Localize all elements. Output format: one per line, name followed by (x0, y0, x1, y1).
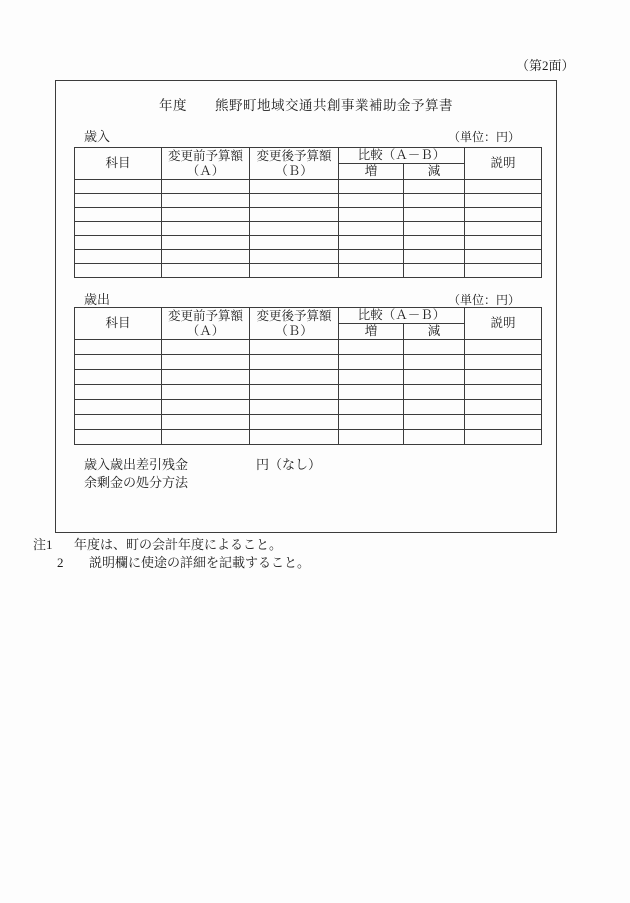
column-header-explanation: 説明 (465, 308, 542, 340)
empty-cell (404, 194, 465, 208)
empty-cell (75, 236, 162, 250)
empty-cell (404, 180, 465, 194)
empty-cell (339, 208, 404, 222)
empty-cell (162, 400, 250, 415)
empty-cell (75, 370, 162, 385)
empty-cell (75, 222, 162, 236)
empty-cell (250, 194, 339, 208)
empty-cell (404, 415, 465, 430)
empty-cell (465, 385, 542, 400)
revenue-section-label: 歳入 (84, 129, 111, 144)
expenditure-table-row (75, 370, 542, 385)
empty-cell (75, 208, 162, 222)
column-header-explanation: 説明 (465, 148, 542, 180)
empty-cell (250, 370, 339, 385)
revenue-table-row (75, 236, 542, 250)
empty-cell (250, 430, 339, 445)
revenue-table (74, 147, 542, 278)
empty-cell (250, 208, 339, 222)
empty-cell (75, 355, 162, 370)
revenue-table-row (75, 180, 542, 194)
empty-cell (465, 208, 542, 222)
empty-cell (162, 180, 250, 194)
empty-cell (162, 222, 250, 236)
revenue-table-row (75, 222, 542, 236)
revenue-table-row (75, 250, 542, 264)
column-header-decrease: 減 (404, 164, 465, 180)
empty-cell (339, 355, 404, 370)
column-header-before: 変更前予算額 （Ａ） (162, 308, 250, 340)
empty-cell (465, 264, 542, 278)
empty-cell (162, 385, 250, 400)
empty-cell (339, 370, 404, 385)
empty-cell (404, 208, 465, 222)
empty-cell (339, 415, 404, 430)
balance-line (84, 454, 321, 473)
form-border-box (55, 80, 557, 533)
empty-cell (75, 385, 162, 400)
note-line-2 (33, 554, 310, 572)
empty-cell (404, 222, 465, 236)
empty-cell (162, 236, 250, 250)
form-title: 年度 熊野町地域交通共創事業補助金予算書 (159, 98, 453, 113)
empty-cell (250, 180, 339, 194)
empty-cell (465, 194, 542, 208)
expenditure-table-row (75, 415, 542, 430)
column-header-comparison: 比較（Ａ－Ｂ） (339, 148, 465, 164)
empty-cell (75, 430, 162, 445)
empty-cell (339, 385, 404, 400)
empty-cell (339, 430, 404, 445)
empty-cell (339, 222, 404, 236)
revenue-table-row (75, 208, 542, 222)
surplus-label: 余剰金の処分方法 (84, 475, 189, 490)
empty-cell (162, 264, 250, 278)
empty-cell (75, 400, 162, 415)
empty-cell (404, 355, 465, 370)
column-header-increase: 増 (339, 164, 404, 180)
empty-cell (250, 385, 339, 400)
empty-cell (162, 208, 250, 222)
empty-cell (162, 250, 250, 264)
empty-cell (465, 180, 542, 194)
empty-cell (162, 430, 250, 445)
empty-cell (75, 194, 162, 208)
empty-cell (162, 355, 250, 370)
empty-cell (250, 355, 339, 370)
empty-cell (250, 264, 339, 278)
revenue-table-row (75, 194, 542, 208)
empty-cell (250, 250, 339, 264)
empty-cell (250, 236, 339, 250)
column-header-comparison: 比較（Ａ－Ｂ） (339, 308, 465, 324)
note-prefix: 2 (57, 555, 64, 570)
empty-cell (162, 340, 250, 355)
expenditure-unit-label: （単位：円） (447, 293, 520, 307)
page-number-label: （第2面） (516, 58, 575, 73)
column-header-decrease: 減 (404, 324, 465, 340)
column-header-item: 科目 (75, 308, 162, 340)
empty-cell (404, 264, 465, 278)
empty-cell (339, 194, 404, 208)
revenue-unit-label: （単位：円） (447, 130, 520, 144)
empty-cell (250, 340, 339, 355)
empty-cell (404, 340, 465, 355)
empty-cell (465, 400, 542, 415)
empty-cell (339, 250, 404, 264)
expenditure-table-row (75, 340, 542, 355)
balance-label: 歳入歳出差引残金 (84, 457, 189, 472)
empty-cell (404, 236, 465, 250)
empty-cell (404, 250, 465, 264)
empty-cell (75, 180, 162, 194)
empty-cell (339, 236, 404, 250)
empty-cell (162, 194, 250, 208)
expenditure-table-row (75, 400, 542, 415)
empty-cell (465, 355, 542, 370)
expenditure-table-row (75, 385, 542, 400)
empty-cell (339, 264, 404, 278)
expenditure-table-row (75, 355, 542, 370)
empty-cell (162, 370, 250, 385)
note-text: 年度は、町の会計年度によること。 (74, 537, 283, 552)
empty-cell (465, 430, 542, 445)
balance-value: 円（なし） (256, 457, 322, 472)
empty-cell (339, 400, 404, 415)
note-line-1 (33, 536, 310, 554)
empty-cell (339, 180, 404, 194)
empty-cell (75, 415, 162, 430)
empty-cell (404, 385, 465, 400)
empty-cell (250, 400, 339, 415)
expenditure-table-row (75, 430, 542, 445)
revenue-table-row (75, 264, 542, 278)
empty-cell (75, 250, 162, 264)
column-header-after: 変更後予算額 （Ｂ） (250, 148, 339, 180)
note-text: 説明欄に使途の詳細を記載すること。 (89, 555, 311, 570)
empty-cell (465, 236, 542, 250)
empty-cell (339, 340, 404, 355)
column-header-increase: 増 (339, 324, 404, 340)
expenditure-section-label: 歳出 (84, 292, 111, 307)
expenditure-section-header (84, 289, 520, 308)
column-header-before: 変更前予算額 （Ａ） (162, 148, 250, 180)
empty-cell (404, 370, 465, 385)
empty-cell (75, 264, 162, 278)
empty-cell (465, 340, 542, 355)
column-header-item: 科目 (75, 148, 162, 180)
empty-cell (162, 415, 250, 430)
expenditure-table (74, 307, 542, 445)
column-header-after: 変更後予算額 （Ｂ） (250, 308, 339, 340)
footnotes (33, 536, 310, 572)
empty-cell (465, 250, 542, 264)
empty-cell (250, 222, 339, 236)
empty-cell (404, 430, 465, 445)
empty-cell (75, 340, 162, 355)
empty-cell (465, 222, 542, 236)
empty-cell (404, 400, 465, 415)
empty-cell (465, 415, 542, 430)
empty-cell (250, 415, 339, 430)
revenue-section-header (84, 126, 520, 145)
empty-cell (465, 370, 542, 385)
note-prefix: 注1 (33, 537, 53, 552)
